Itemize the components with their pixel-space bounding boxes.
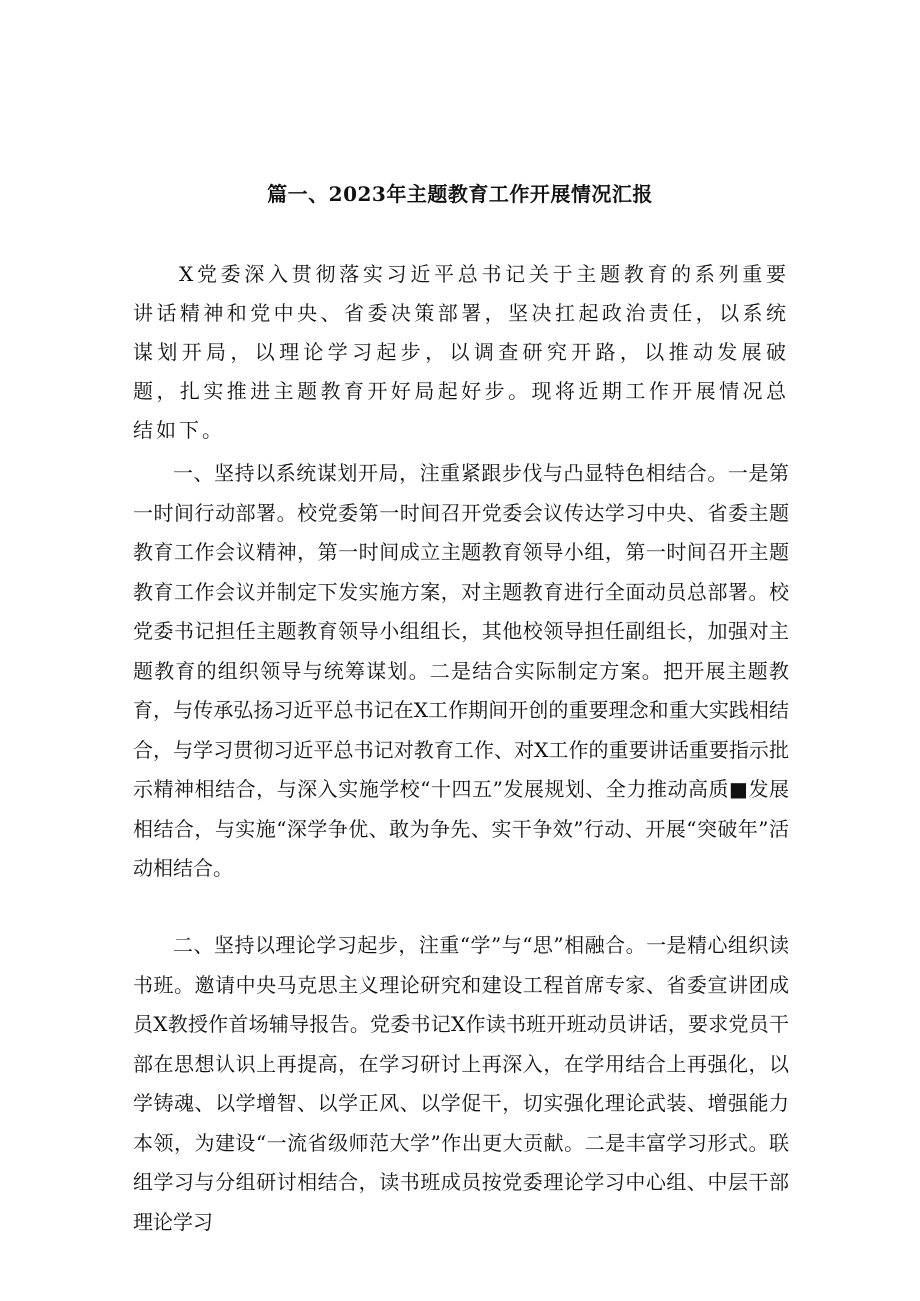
paragraph-section-1: 一、坚持以系统谋划开局，注重紧跟步伐与凸显特色相结合。一是第一时间行动部署。校党委第一时间召开党委会议传达学习中央、省委主题教育工作会议精神，第一时间成立主题教育领导小组，第一时间召开主题教育工作会议并制定下发实施方案，对主题教育进行全面动员总部署。校党委书记担任主题教育领导小组组长，其他校领导担任副组长，加强对主题教育的组织领导与统筹谋划。二是结合实际制定方案。把开展主题教育，与传承弘扬习近平总书记在X工作期间开创的重要理念和重大实践相结合，与学习贯彻习近平总书记对教育工作、对X工作的重要讲话重要指示批示精神相结合，与深入实施学校“十四五”发展规划、全力推动高质■发展相结合，与实施“深学争优、敢为争先、实干争效”行动、开展“突破年”活动相结合。 <box>133 461 789 880</box>
intro-paragraph: X党委深入贯彻落实习近平总书记关于主题教育的系列重要讲话精神和党中央、省委决策部署，坚决扛起政治责任，以系统谋划开局，以理论学习起步，以调查研究开路，以推动发展破题，扎实推进主题教育开好局起好步。现将近期工作开展情况总结如下。 <box>133 262 789 442</box>
paragraph-section-2: 二、坚持以理论学习起步，注重“学”与“思”相融合。一是精心组织读书班。邀请中央马克思主义理论研究和建设工程首席专家、省委宣讲团成员X教授作首场辅导报告。党委书记X作读书班开班动员讲话，要求党员干部在思想认识上再提高，在学习研讨上再深入，在学用结合上再强化，以学铸魂、以学增智、以学正风、以学促干，切实强化理论武装、增强能力本领，为建设“一流省级师范大学”作出更大贡献。二是丰富学习形式。联组学习与分组研讨相结合，读书班成员按党委理论学习中心组、中层干部理论学习 <box>133 933 789 1234</box>
document-title: 篇一、2023年主题教育工作开展情况汇报 <box>267 182 653 206</box>
